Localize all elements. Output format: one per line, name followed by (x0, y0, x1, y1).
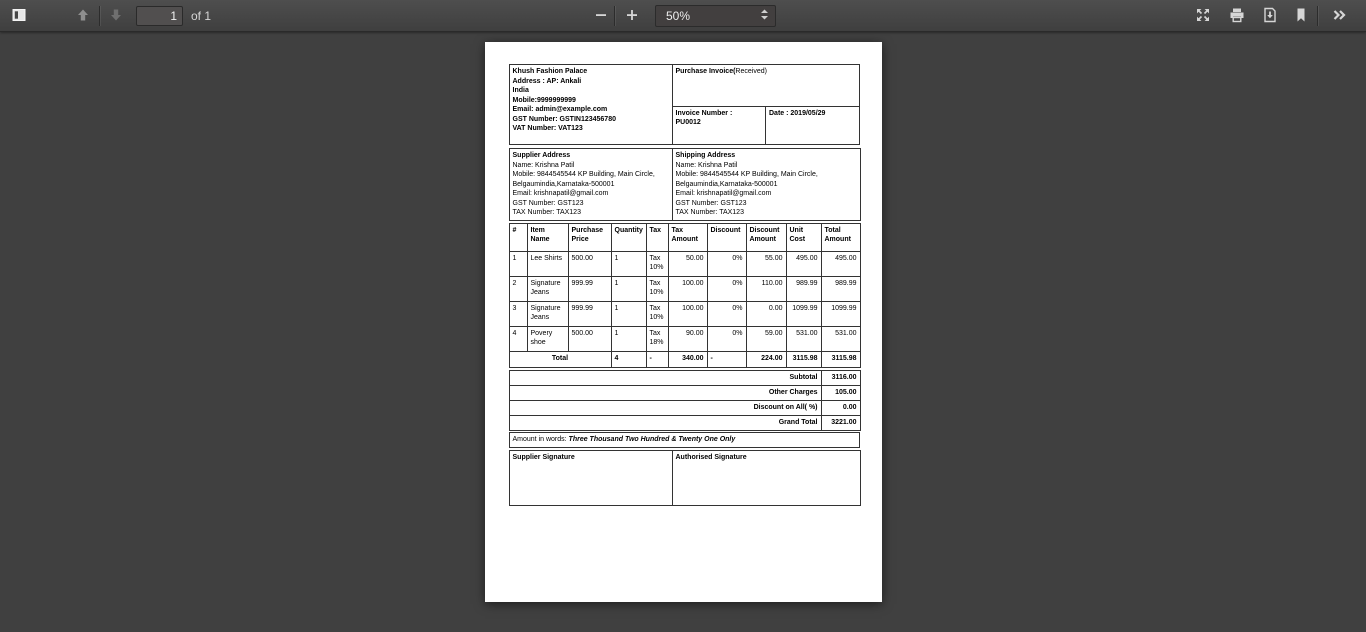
subtotal-value: 3116.00 (821, 370, 860, 385)
item-row (509, 276, 860, 301)
signature-table (509, 450, 861, 506)
item-row (509, 326, 860, 351)
document-page (485, 42, 882, 602)
col-header-purchase-price: Purchase Price (568, 223, 611, 251)
double-chevron-right-icon (1331, 7, 1347, 26)
shipping-email: Email: krishnapatil@gmail.com (675, 190, 772, 197)
item-cell: 1 (611, 276, 646, 301)
company-address-line: Address : AP: Ankali (512, 77, 582, 85)
item-cell: 0% (707, 251, 746, 276)
subtotal-row (509, 370, 860, 385)
toolbar (0, 0, 1366, 32)
company-name: Khush Fashion Palace (512, 68, 588, 75)
fullscreen-expand-icon (1195, 7, 1211, 26)
secondary-toolbar-toggle-button[interactable] (1326, 4, 1352, 28)
totals-table (509, 370, 861, 431)
col-header-tax: Tax (646, 223, 668, 251)
item-cell: 4 (509, 326, 527, 351)
arrow-down-icon (108, 7, 124, 26)
supplier-tax-number: TAX Number: TAX123 (512, 209, 581, 216)
item-cell: 0.00 (746, 301, 786, 326)
items-total-row (509, 351, 860, 367)
presentation-mode-button[interactable] (1190, 4, 1216, 28)
item-cell: 1099.99 (786, 301, 821, 326)
col-header-discount-amount: Discount Amount (746, 223, 786, 251)
total-discount: - (707, 351, 746, 367)
invoice (509, 64, 860, 506)
download-button[interactable] (1257, 4, 1283, 28)
sidebar-toggle-icon (11, 7, 27, 26)
items-table (509, 223, 861, 368)
grand-total-row (509, 415, 860, 430)
item-cell: 0% (707, 276, 746, 301)
invoice-date: Date : 2019/05/29 (769, 110, 826, 117)
supplier-address-title: Supplier Address (512, 152, 571, 159)
supplier-signature-cell: Supplier Signature (509, 450, 672, 505)
col-header-discount: Discount (707, 223, 746, 251)
item-cell: Tax 10% (646, 301, 668, 326)
other-charges-row (509, 385, 860, 400)
total-quantity: 4 (611, 351, 646, 367)
address-table (509, 148, 861, 221)
item-row (509, 251, 860, 276)
amount-in-words-value: Three Thousand Two Hundred & Twenty One Only (568, 435, 736, 443)
item-cell: 3 (509, 301, 527, 326)
zoom-level-value: 50% (666, 9, 691, 23)
zoom-in-button[interactable] (619, 4, 645, 28)
company-info-cell (509, 65, 672, 145)
item-cell: 531.00 (821, 326, 860, 351)
next-page-button[interactable] (103, 4, 129, 28)
supplier-email: Email: krishnapatil@gmail.com (512, 190, 609, 197)
sidebar-toggle-button[interactable] (6, 4, 32, 28)
page-number-input[interactable] (136, 6, 183, 26)
total-amount: 3115.98 (821, 351, 860, 367)
invoice-title-suffix: Received) (735, 68, 767, 75)
item-cell: 500.00 (568, 326, 611, 351)
other-charges-value: 105.00 (821, 385, 860, 400)
invoice-number-value: PU0012 (675, 119, 701, 126)
item-cell: Tax 10% (646, 276, 668, 301)
item-cell: Povery shoe (527, 326, 568, 351)
invoice-date-cell (766, 107, 860, 145)
print-button[interactable] (1224, 4, 1250, 28)
zoom-select[interactable] (655, 5, 776, 27)
discount-on-all-value: 0.00 (821, 400, 860, 415)
previous-page-button[interactable] (70, 4, 96, 28)
company-email: Email: admin@example.com (512, 106, 608, 113)
total-discount-amount: 224.00 (746, 351, 786, 367)
item-cell: Signature Jeans (527, 276, 568, 301)
items-tbody (509, 251, 860, 351)
page-count-label: of 1 (191, 9, 212, 23)
item-cell: 1 (611, 301, 646, 326)
supplier-address-cell (509, 149, 672, 221)
item-cell: 55.00 (746, 251, 786, 276)
shipping-address-cell (672, 149, 860, 221)
col-header-quantity: Quantity (611, 223, 646, 251)
item-cell: 0% (707, 301, 746, 326)
item-cell: 0% (707, 326, 746, 351)
item-cell: 531.00 (786, 326, 821, 351)
item-cell: 100.00 (668, 276, 707, 301)
item-cell: 999.99 (568, 276, 611, 301)
item-cell: 1 (611, 251, 646, 276)
col-header-index: # (509, 223, 527, 251)
viewer-content (0, 32, 1366, 632)
item-cell: 495.00 (821, 251, 860, 276)
total-tax-amount: 340.00 (668, 351, 707, 367)
supplier-mobile-address: Mobile: 9844545544 KP Building, Main Circle, Belgaumindia,Karnataka-500001 (512, 171, 655, 188)
supplier-name: Name: Krishna Patil (512, 161, 575, 169)
item-cell: Signature Jeans (527, 301, 568, 326)
toolbar-separator (614, 6, 615, 26)
amount-in-words-cell (509, 432, 859, 447)
item-cell: Tax 10% (646, 251, 668, 276)
item-cell: 1 (611, 326, 646, 351)
arrow-up-icon (75, 7, 91, 26)
download-icon (1262, 7, 1278, 26)
other-charges-label: Other Charges (509, 385, 821, 400)
item-cell: 500.00 (568, 251, 611, 276)
item-cell: 50.00 (668, 251, 707, 276)
subtotal-label: Subtotal (509, 370, 821, 385)
shipping-name: Name: Krishna Patil (675, 161, 738, 169)
zoom-out-button[interactable] (588, 4, 614, 28)
shipping-tax-number: TAX Number: TAX123 (675, 209, 744, 216)
item-cell: 59.00 (746, 326, 786, 351)
total-tax: - (646, 351, 668, 367)
shipping-mobile-address: Mobile: 9844545544 KP Building, Main Circle, Belgaumindia,Karnataka-500001 (675, 171, 818, 188)
supplier-gst-number: GST Number: GST123 (512, 199, 584, 207)
minus-icon (593, 7, 609, 26)
item-cell: 999.99 (568, 301, 611, 326)
total-label: Total (509, 351, 611, 367)
company-gst-number: GST Number: GSTIN123456780 (512, 115, 616, 123)
item-cell: 989.99 (821, 276, 860, 301)
discount-on-all-label: Discount on All( %) (509, 400, 821, 415)
invoice-title-cell (672, 65, 859, 107)
item-cell: 989.99 (786, 276, 821, 301)
toolbar-separator (99, 6, 100, 26)
amount-in-words-table (509, 432, 860, 448)
authorised-signature-cell: Authorised Signature (672, 450, 860, 505)
item-cell: Lee Shirts (527, 251, 568, 276)
item-cell: 1099.99 (821, 301, 860, 326)
spinner-arrows-icon (760, 8, 769, 24)
plus-icon (624, 7, 640, 26)
item-cell: 1 (509, 251, 527, 276)
col-header-item-name: Item Name (527, 223, 568, 251)
item-cell: 110.00 (746, 276, 786, 301)
invoice-number-label: Invoice Number : (675, 110, 733, 117)
items-header-row (509, 223, 860, 251)
col-header-tax-amount: Tax Amount (668, 223, 707, 251)
bookmark-icon (1293, 7, 1309, 26)
invoice-title: Purchase Invoice( (675, 68, 736, 75)
shipping-address-title: Shipping Address (675, 152, 736, 159)
item-cell: 2 (509, 276, 527, 301)
company-country: India (512, 87, 529, 94)
company-mobile: Mobile:9999999999 (512, 96, 576, 104)
printer-icon (1229, 7, 1245, 26)
grand-total-value: 3221.00 (821, 415, 860, 430)
item-cell: 495.00 (786, 251, 821, 276)
invoice-number-cell (672, 107, 766, 145)
item-cell: 90.00 (668, 326, 707, 351)
discount-on-all-row (509, 400, 860, 415)
company-vat-number: VAT Number: VAT123 (512, 125, 583, 132)
shipping-gst-number: GST Number: GST123 (675, 199, 747, 207)
toolbar-separator (1317, 6, 1318, 26)
col-header-total-amount: Total Amount (821, 223, 860, 251)
invoice-header-table (509, 64, 860, 145)
item-cell: Tax 18% (646, 326, 668, 351)
grand-total-label: Grand Total (509, 415, 821, 430)
bookmark-button[interactable] (1288, 4, 1314, 28)
col-header-unit-cost: Unit Cost (786, 223, 821, 251)
item-row (509, 301, 860, 326)
total-unit-cost: 3115.98 (786, 351, 821, 367)
amount-in-words-label: Amount in words: (512, 435, 567, 443)
item-cell: 100.00 (668, 301, 707, 326)
